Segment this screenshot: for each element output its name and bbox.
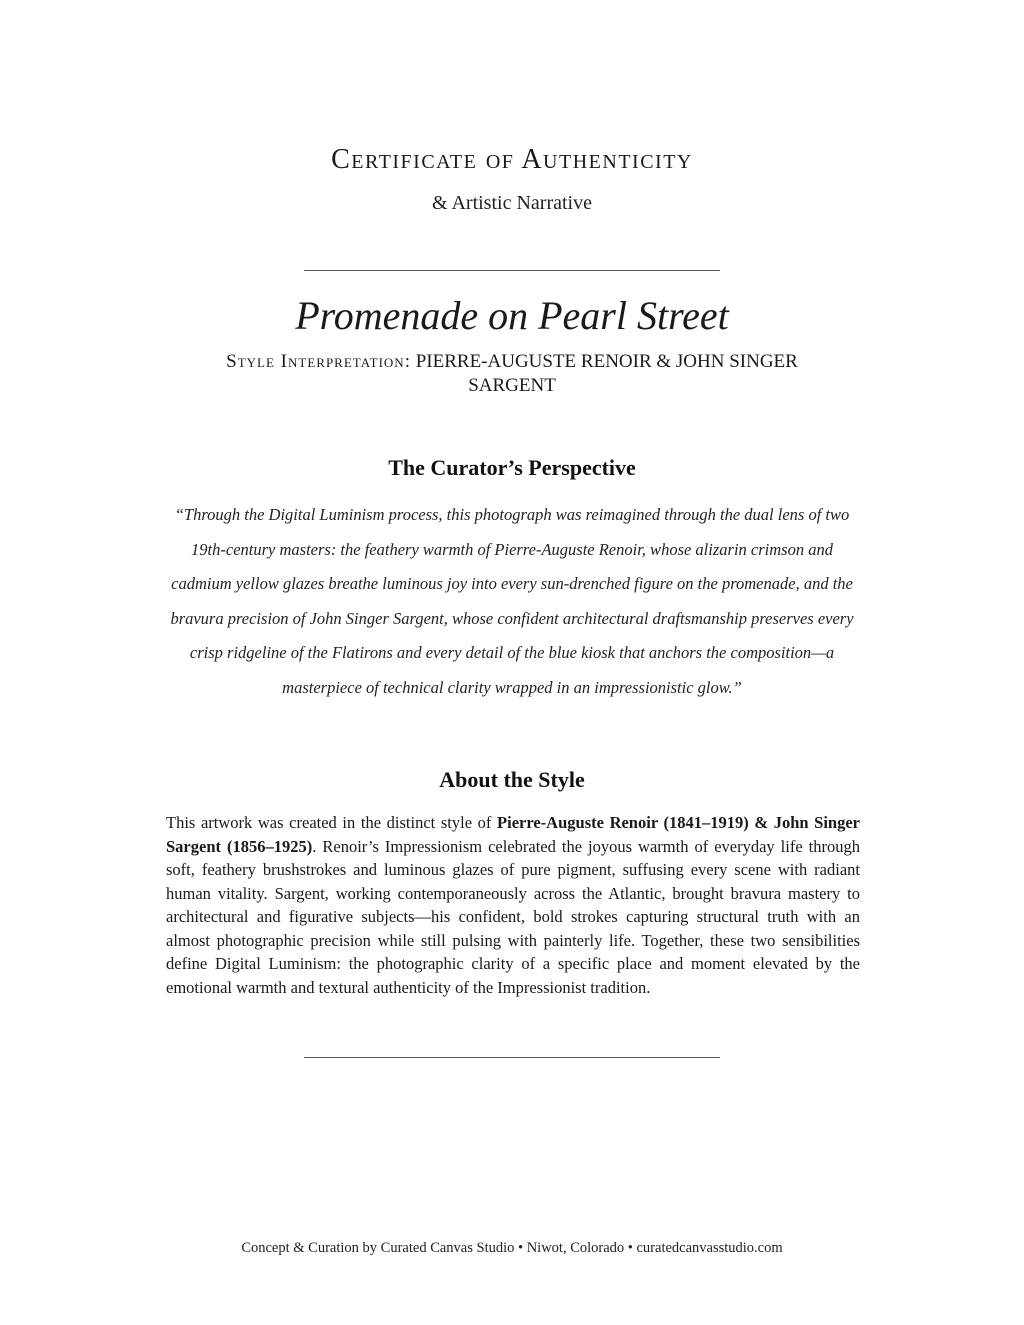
artwork-title: Promenade on Pearl Street: [295, 293, 729, 338]
about-style-heading: About the Style: [439, 767, 585, 792]
about-intro: This artwork was created in the distinct style of: [166, 813, 498, 832]
certificate-subtitle: & Artistic Narrative: [432, 192, 592, 214]
about-body-text: . Renoir’s Impressionism celebrated the joyous warmth of everyday life through soft, feathery brushstrokes and luminous glazes of pure pigment, suffusing every scene with radiant human vitality. Sargent, working contemporaneously across the Atlantic, brought bravura mastery to architectural and figurative subjects—his confident, bold strokes capturing structural truth with an almost photographic precision while still pulsing with painterly life. Together, these two sensibilities define Digital Luminism: the photographic clarity of a specific place and moment elevated by the emotional warmth and textural authenticity of the Impressionist tradition.: [166, 836, 861, 997]
about-artists-bold: Pierre-Auguste Renoir (1841–1919) & John Singer Sargent (1856–1925): [166, 813, 861, 856]
about-style-paragraph: [166, 811, 860, 999]
curator-perspective-heading: The Curator’s Perspective: [388, 455, 636, 480]
footer-credits: Concept & Curation by Curated Canvas Studio • Niwot, Colorado • curatedcanvasstudio.com: [241, 1240, 783, 1256]
certificate-title: Certificate of Authenticity: [331, 144, 693, 175]
top-divider: [304, 270, 720, 271]
curator-quote: “Through the Digital Luminism process, this photograph was reimagined through the dual lens of two 19th-century masters: the feathery warmth of Pierre-Auguste Renoir, whose alizarin crimson and cadmium yellow glazes breathe luminous joy into every sun-drenched figure on the promenade, and the bravura precision of John Singer Sargent, whose confident architectural draftsmanship preserves every crisp ridgeline of the Flatirons and every detail of the blue kiosk that anchors the composition—a masterpiece of technical clarity wrapped in an impressionistic glow.”: [170, 505, 854, 697]
style-interpretation: [200, 350, 824, 398]
bottom-divider: [304, 1057, 720, 1058]
style-interpretation-artists: PIERRE-AUGUSTE RENOIR & JOHN SINGER SARGENT: [415, 351, 798, 396]
style-interpretation-label: Style Interpretation:: [226, 351, 411, 372]
